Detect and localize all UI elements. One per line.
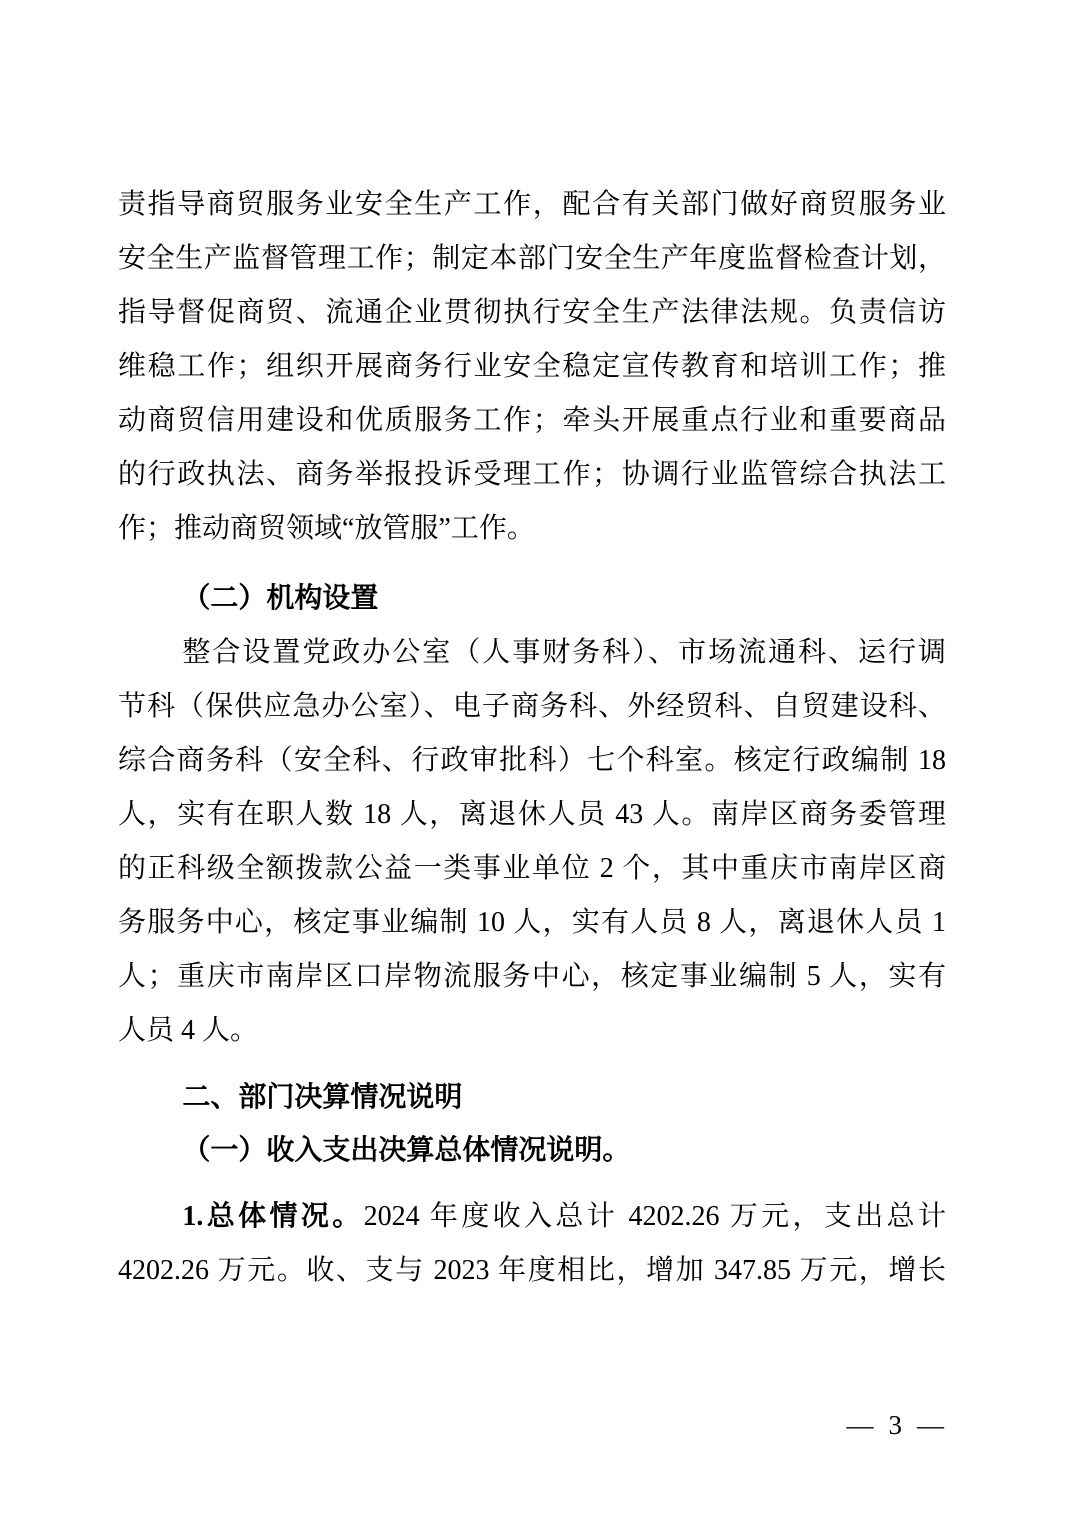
- section-heading-organization-setup: （二）机构设置: [182, 583, 379, 614]
- overview-line-1-text: 2024 年度收入总计 4202.26 万元，支出总计: [363, 1201, 946, 1232]
- body-text-line: 安全生产监督管理工作；制定本部门安全生产年度监督检查计划，: [118, 243, 946, 274]
- body-text-line: 维稳工作；组织开展商务行业安全稳定宣传教育和培训工作；推: [118, 351, 946, 382]
- body-text-line: 节科（保供应急办公室）、电子商务科、外经贸科、自贸建设科、: [118, 691, 946, 722]
- body-text-line: 责指导商贸服务业安全生产工作，配合有关部门做好商贸服务业: [118, 189, 946, 220]
- page-footer: [847, 1408, 946, 1442]
- body-text-line: 整合设置党政办公室（人事财务科）、市场流通科、运行调: [182, 637, 946, 668]
- organization-setup-paragraph: [118, 626, 946, 1058]
- body-text-line: 指导督促商贸、流通企业贯彻执行安全生产法律法规。负责信访: [118, 297, 946, 328]
- overview-lead-label: 1.总体情况。: [182, 1201, 364, 1232]
- body-text-line: 的正科级全额拨款公益一类事业单位 2 个，其中重庆市南岸区商: [118, 853, 946, 884]
- page-number: 3: [888, 1410, 903, 1440]
- body-text-line: 动商贸信用建设和优质服务工作；牵头开展重点行业和重要商品: [118, 405, 946, 436]
- body-text-line: 务服务中心，核定事业编制 10 人，实有人员 8 人，离退休人员 1: [118, 907, 946, 938]
- body-text-line: 人，实有在职人数 18 人，离退休人员 43 人。南岸区商务委管理: [118, 799, 946, 830]
- continuation-paragraph: [118, 178, 946, 556]
- part-heading-final-accounts: 二、部门决算情况说明: [182, 1081, 463, 1112]
- body-text-line: 的行政执法、商务举报投诉受理工作；协调行业监管综合执法工: [118, 459, 946, 490]
- footer-right-dash: —: [917, 1410, 945, 1440]
- body-text-line: 作；推动商贸领域“放管服”工作。: [118, 513, 535, 544]
- overview-continued-lines: [118, 1244, 946, 1298]
- sub-heading-revenue-expenditure-overview: （一）收入支出决算总体情况说明。: [182, 1135, 631, 1166]
- body-text-line: [118, 1190, 946, 1244]
- body-text-line: 综合商务科（安全科、行政审批科）七个科室。核定行政编制 18: [118, 745, 946, 776]
- footer-left-dash: —: [846, 1410, 875, 1440]
- body-text-line: 人员 4 人。: [118, 1015, 259, 1046]
- overview-paragraph: [118, 1190, 946, 1298]
- body-text-line: 人；重庆市南岸区口岸物流服务中心，核定事业编制 5 人，实有: [118, 961, 946, 992]
- page-body: [118, 178, 946, 1298]
- body-text-line: 4202.26 万元。收、支与 2023 年度相比，增加 347.85 万元，增长: [118, 1255, 946, 1286]
